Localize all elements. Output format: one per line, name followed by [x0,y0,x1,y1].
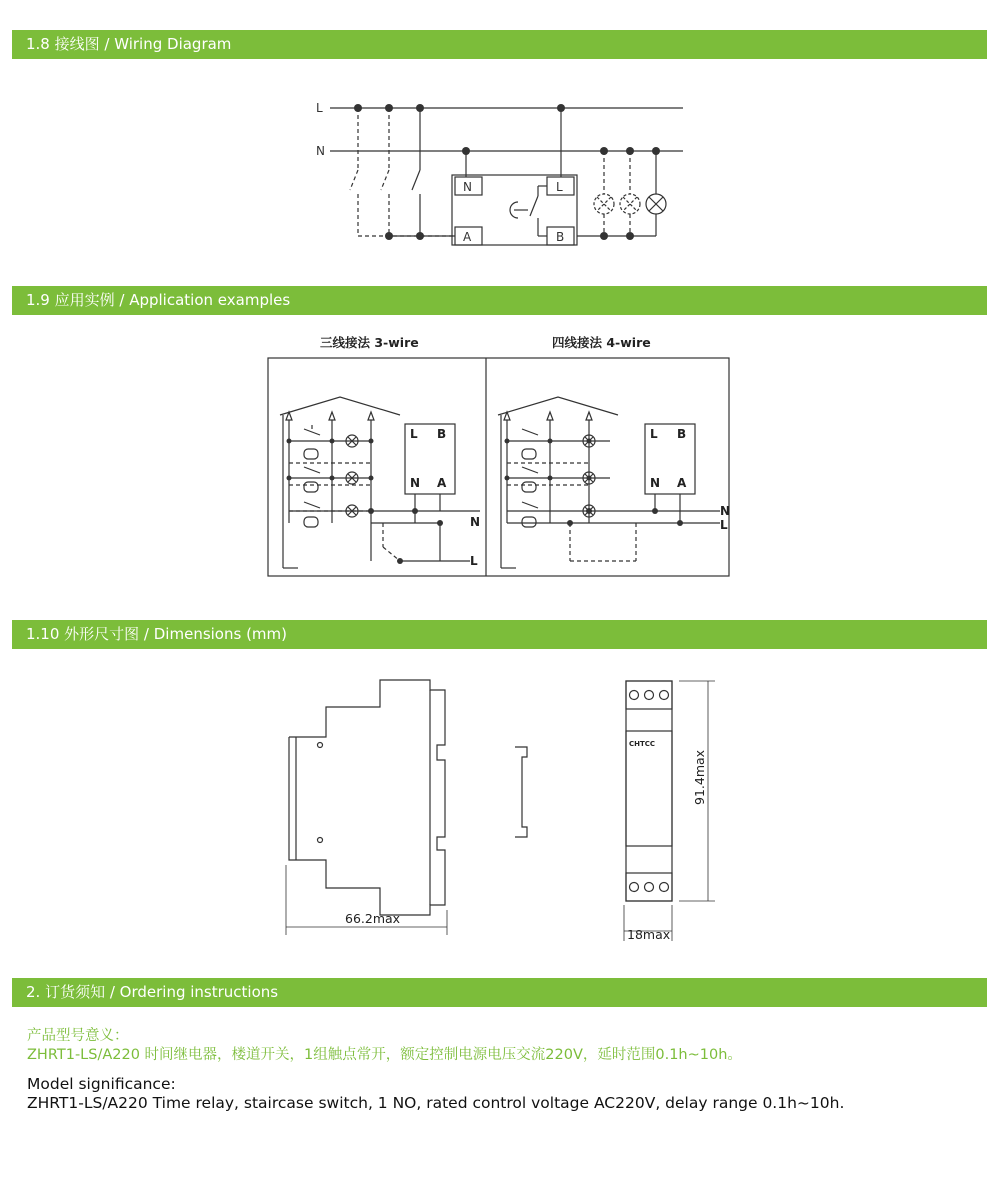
app3-terminal-A: A [437,476,447,490]
dimension-height: 91.4max [692,749,707,805]
dimension-width: 66.2max [345,911,401,926]
front-brand-label: CHTCC [629,740,656,748]
app3-terminal-B: B [437,427,447,441]
app4-terminal-A: A [677,476,687,490]
model-meaning-en-text: ZHRT1-LS/A220 Time relay, staircase switch, 1 NO, rated control voltage AC220V, delay range 0.1h~10h. [27,1094,845,1112]
dimensions-drawing [0,665,1000,955]
model-meaning-cn-heading: 产品型号意义： [27,1028,129,1044]
relay-terminal-A: A [463,230,472,244]
app4-terminal-L: L [650,427,658,441]
model-meaning-en [27,1075,844,1113]
app3-bus-N: N [470,515,481,529]
dimension-depth: 18max [627,927,671,942]
wiring-diagram [0,90,1000,255]
wiring-N-label: N [316,144,325,158]
app4-terminal-B: B [677,427,687,441]
app4-bus-N: N [720,504,731,518]
app4-bus-L: L [720,518,728,532]
section-application-header: 1.9 应用实例 / Application examples [12,286,987,315]
app4-terminal-N: N [650,476,661,490]
three-wire-title: 三线接法 3-wire [320,335,419,350]
four-wire-title: 四线接法 4-wire [552,335,651,350]
app3-terminal-L: L [410,427,418,441]
section-ordering-header: 2. 订货须知 / Ordering instructions [12,978,987,1007]
relay-terminal-N: N [463,180,472,194]
relay-terminal-B: B [556,230,565,244]
section-wiring-header: 1.8 接线图 / Wiring Diagram [12,30,987,59]
model-meaning-en-heading: Model significance: [27,1075,176,1093]
relay-terminal-L: L [556,180,563,194]
model-meaning-cn [27,1027,742,1065]
section-dimensions-header: 1.10 外形尺寸图 / Dimensions (mm) [12,620,987,649]
app3-terminal-N: N [410,476,421,490]
wiring-L-label: L [316,101,323,115]
model-meaning-cn-text: ZHRT1-LS/A220 时间继电器，楼道开关，1组触点常开，额定控制电源电压交流220V，延时范围0.1h~10h。 [27,1047,742,1063]
app3-bus-L: L [470,554,478,568]
application-diagram [0,325,1000,585]
